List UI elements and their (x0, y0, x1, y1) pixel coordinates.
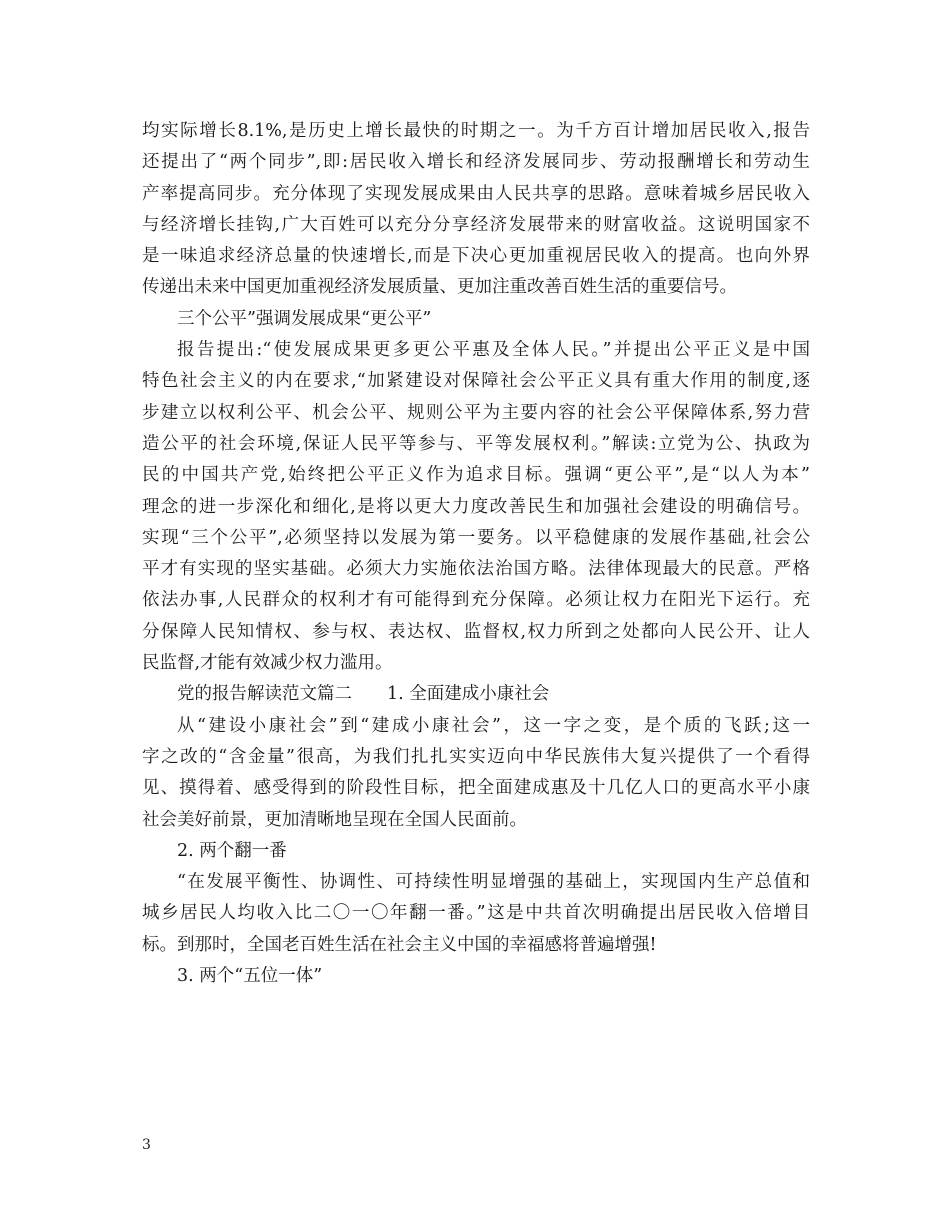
text-line: 与经济增长挂钩,广大百姓可以充分分享经济发展带来的财富收益。这说明国家不 (142, 214, 810, 235)
document-body (142, 116, 810, 992)
text-line: 均实际增长8.1%,是历史上增长最快的时期之一。为千方百计增加居民收入,报告 (142, 121, 810, 141)
text-line: 实现“三个公平”,必须坚持以发展为第一要务。以平稳健康的发展作基础,社会公 (142, 527, 810, 548)
text-line: 民的中国共产党,始终把公平正义作为追求目标。强调“更公平”,是“以人为本” (142, 465, 810, 486)
text-line: 步建立以权利公平、机会公平、规则公平为主要内容的社会公平保障体系,努力营 (142, 402, 810, 423)
text-line: 造公平的社会环境,保证人民平等参与、平等发展权利。”解读:立党为公、执政为 (142, 433, 810, 454)
text-line: 党的报告解读范文篇二 1. 全面建成小康社会 (177, 684, 550, 705)
page-number: 3 (142, 1137, 151, 1153)
text-line: 2. 两个翻一番 (177, 840, 287, 861)
text-line: “在发展平衡性、协调性、可持续性明显增强的基础上，实现国内生产总值和 (177, 872, 810, 893)
text-line: 字之改的“含金量”很高，为我们扎扎实实迈向中华民族伟大复兴提供了一个看得 (142, 746, 810, 767)
text-line: 特色社会主义的内在要求,“加紧建设对保障社会公平正义具有重大作用的制度,逐 (142, 371, 810, 392)
text-line: 还提出了“两个同步”,即:居民收入增长和经济发展同步、劳动报酬增长和劳动生 (142, 152, 810, 173)
text-line: 见、摸得着、感受得到的阶段性目标，把全面建成惠及十几亿人口的更高水平小康 (142, 778, 810, 799)
text-line: 3. 两个“五位一体” (177, 966, 323, 987)
text-line: 社会美好前景，更加清晰地呈现在全国人民面前。 (142, 809, 527, 830)
text-line: 依法办事,人民群众的权利才有可能得到充分保障。必须让权力在阳光下运行。充 (142, 590, 810, 611)
text-line: 标。到那时，全国老百姓生活在社会主义中国的幸福感将普遍增强! (142, 934, 657, 955)
text-line: 从“建设小康社会”到“建成小康社会”，这一字之变，是个质的飞跃;这一 (177, 715, 810, 736)
text-line: 平才有实现的坚实基础。必须大力实施依法治国方略。法律体现最大的民意。严格 (142, 559, 810, 580)
text-line: 产率提高同步。充分体现了实现发展成果由人民共享的思路。意味着城乡居民收入 (142, 183, 810, 204)
text-line: 民监督,才能有效减少权力滥用。 (142, 653, 393, 674)
text-line: 是一味追求经济总量的快速增长,而是下决心更加重视居民收入的提高。也向外界 (142, 246, 810, 267)
text-line: 三个公平”强调发展成果“更公平” (177, 308, 432, 329)
text-line: 理念的进一步深化和细化,是将以更大力度改善民生和加强社会建设的明确信号。 (142, 496, 810, 517)
text-line: 城乡居民人均收入比二〇一〇年翻一番。”这是中共首次明确提出居民收入倍增目 (142, 903, 810, 924)
text-line: 分保障人民知情权、参与权、表达权、监督权,权力所到之处都向人民公开、让人 (142, 621, 810, 642)
text-line: 报告提出:“使发展成果更多更公平惠及全体人民。”并提出公平正义是中国 (177, 340, 810, 361)
text-line: 传递出未来中国更加重视经济发展质量、更加注重改善百姓生活的重要信号。 (142, 277, 737, 298)
